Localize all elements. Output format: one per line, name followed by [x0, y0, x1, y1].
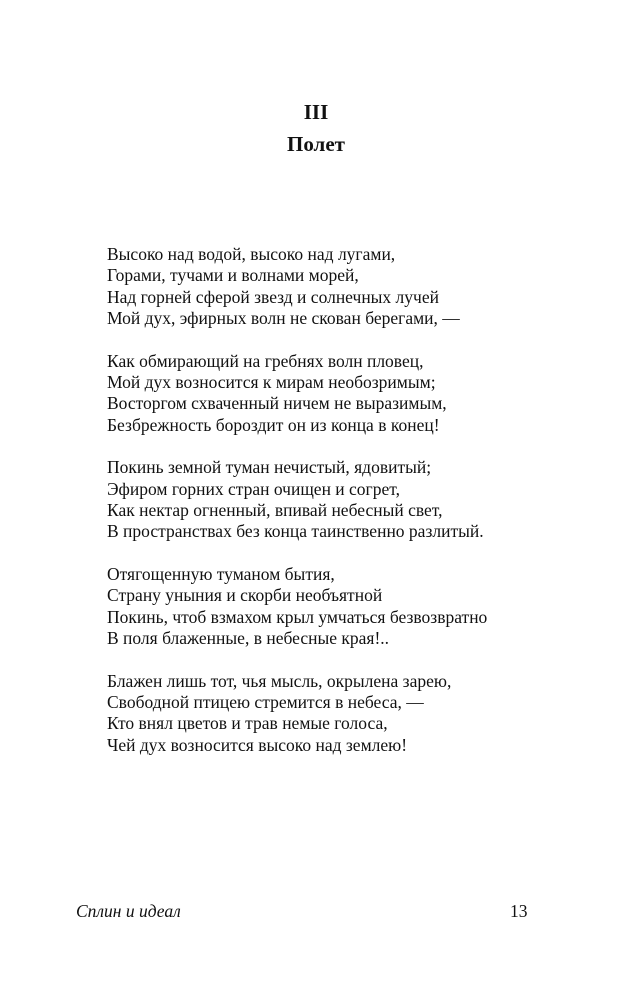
- stanza: [107, 351, 587, 437]
- poem-line: Как нектар огненный, впивай небесный свет,: [107, 500, 443, 521]
- poem-line: Свободной птицею стремится в небеса, —: [107, 691, 424, 712]
- poem-line: Восторгом схваченный ничем не выразимым,: [107, 393, 447, 414]
- poem-line: В поля блаженные, в небесные края!..: [107, 628, 390, 649]
- poem-line: Отягощенную туманом бытия,: [107, 563, 335, 584]
- poem-title: Полет: [287, 132, 345, 156]
- poem-line: Блажен лишь тот, чья мысль, окрылена зарею,: [107, 670, 452, 691]
- poem-line: Страну уныния и скорби необъятной: [107, 585, 383, 606]
- poem-line: Покинь земной туман нечистый, ядовитый;: [107, 457, 432, 478]
- poem-line: В пространствах без конца таинственно разлитый.: [107, 521, 484, 542]
- poem-line: Мой дух, эфирных волн не скован берегами, —: [107, 308, 460, 329]
- stanza: [107, 564, 587, 650]
- poem-line: Над горней сферой звезд и солнечных лучей: [107, 286, 439, 307]
- page-number: 13: [510, 901, 528, 921]
- poem-line: Кто внял цветов и трав немые голоса,: [107, 713, 388, 734]
- poem-line: Горами, тучами и волнами морей,: [107, 265, 359, 286]
- poem-body: [107, 244, 587, 777]
- stanza: [107, 244, 587, 330]
- poem-line: Как обмирающий на гребнях волн пловец,: [107, 350, 424, 371]
- section-numeral: III: [303, 100, 329, 124]
- poem-line: Безбрежность бороздит он из конца в конец!: [107, 414, 440, 435]
- poem-line: Высоко над водой, высоко над лугами,: [107, 244, 396, 264]
- poem-line: Чей дух возносится высоко над землею!: [107, 734, 408, 755]
- stanza: [107, 671, 587, 757]
- running-title: Сплин и идеал: [76, 901, 181, 921]
- poem-line: Мой дух возносится к мирам необозримым;: [107, 372, 436, 393]
- poem-line: Покинь, чтоб взмахом крыл умчаться безвозвратно: [107, 606, 488, 627]
- poem-line: Эфиром горних стран очищен и согрет,: [107, 478, 400, 499]
- stanza: [107, 457, 587, 543]
